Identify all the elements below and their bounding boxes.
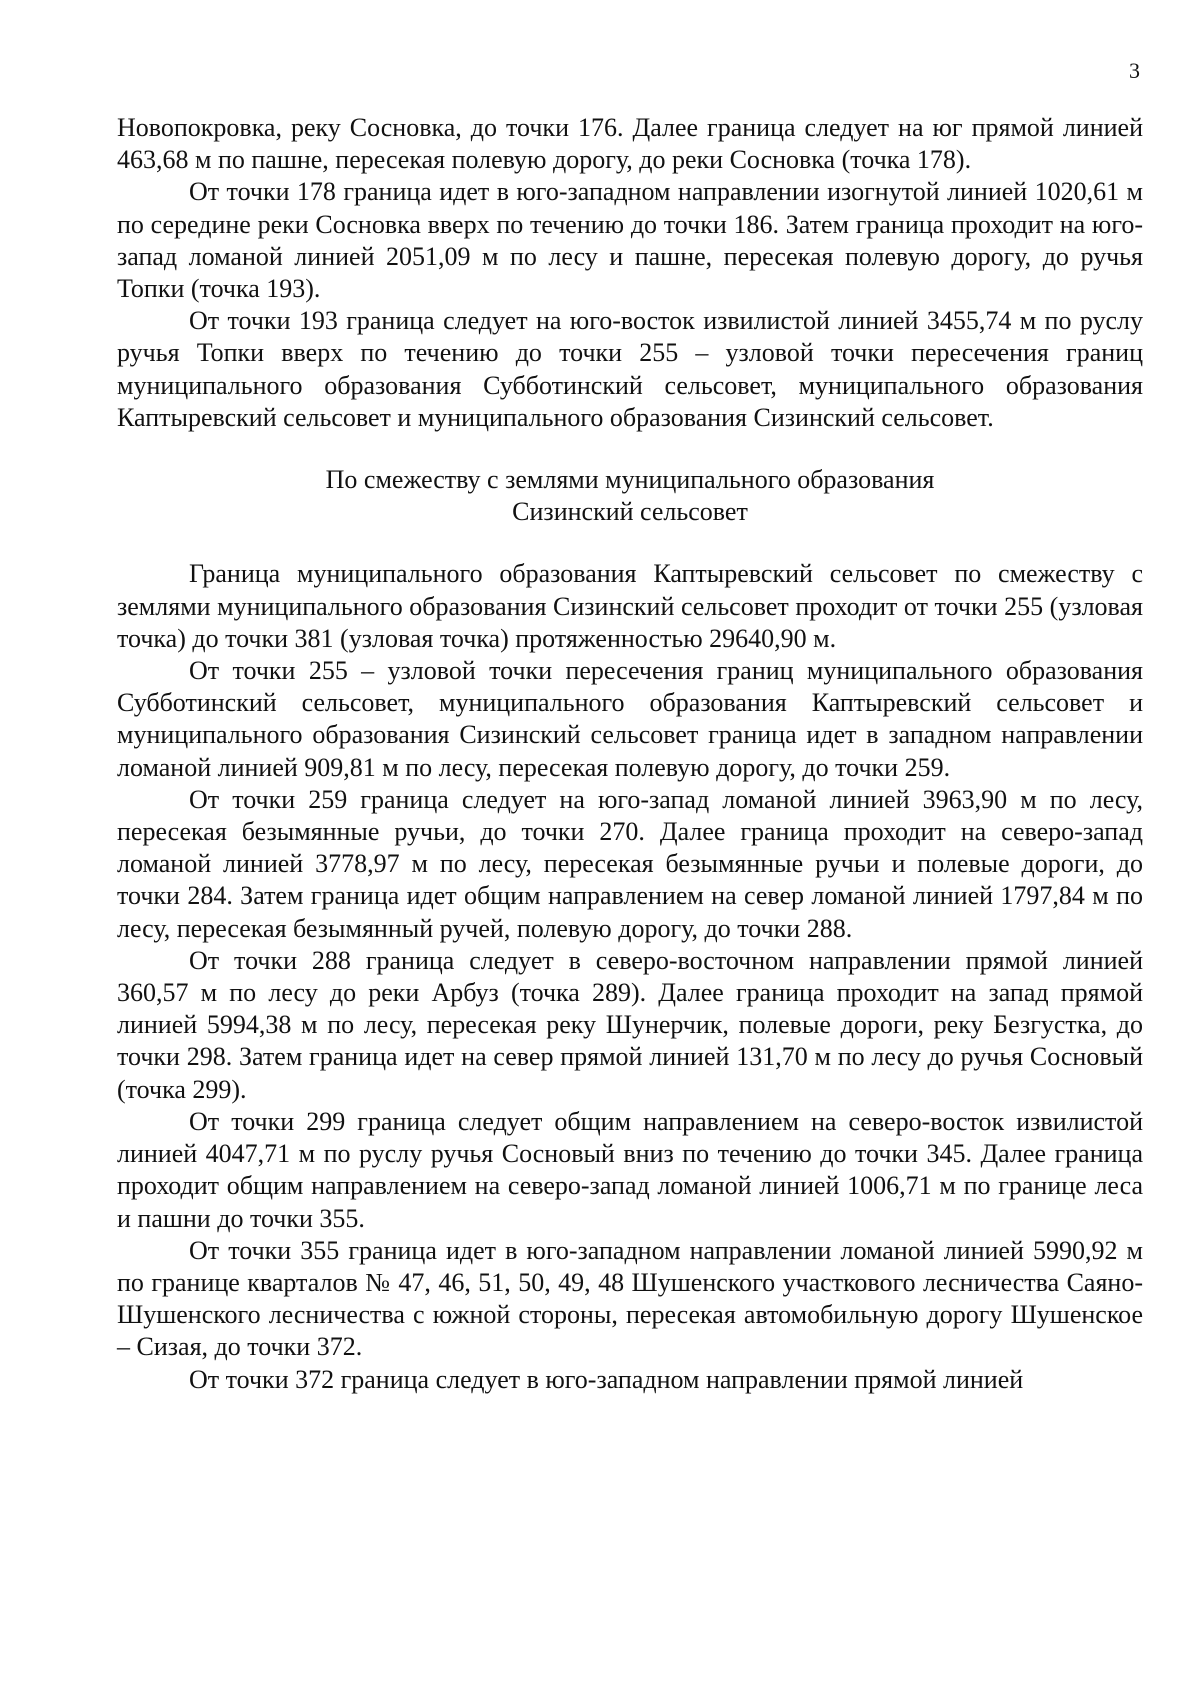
paragraph: От точки 288 граница следует в северо-восточном направлении прямой линией 360,57 м по лесу до реки Арбуз (точка 289). Далее граница проходит на запад прямой линией 5994,38 м по лесу, пересекая реку Шунерчик, полевые дороги, реку Безгустка, до точки 298. Затем граница идет на север прямой линией 131,70 м по лесу до ручья Сосновый (точка 299). [117,945,1143,1104]
paragraph: От точки 193 граница следует на юго-восток извилистой линией 3455,74 м по руслу ручья Топки вверх по течению до точки 255 – узловой точки пересечения границ муниципального образования Субботинский сельсовет, муниципального образования Каптыревский сельсовет и муниципального образования Сизинский сельсовет. [117,306,1143,432]
paragraph: От точки 355 граница идет в юго-западном направлении ломаной линией 5990,92 м по границе кварталов № 47, 46, 51, 50, 49, 48 Шушенского участкового лесничества Саяно-Шушенского лесничества с южной стороны, пересекая автомобильную дорогу Шушенское – Сизая, до точки 372. [117,1235,1143,1362]
paragraph: От точки 259 граница следует на юго-запад ломаной линией 3963,90 м по лесу, пересекая безымянные ручьи, до точки 270. Далее граница проходит на северо-запад ломаной линией 3778,97 м по лесу, пересекая безымянные ручьи и полевые дороги, до точки 284. Затем граница идет общим направлением на север ломаной линией 1797,84 м по лесу, пересекая безымянный ручей, полевую дорогу, до точки 288. [117,784,1143,943]
paragraph: Новопокровка, реку Сосновка, до точки 176. Далее граница следует на юг прямой линией 463,68 м по пашне, пересекая полевую дорогу, до реки Сосновка (точка 178). [117,113,1143,175]
paragraph: От точки 372 граница следует в юго-западном направлении прямой линией [189,1364,1024,1394]
paragraph: От точки 255 – узловой точки пересечения границ муниципального образования Субботинский сельсовет, муниципального образования Каптыревский сельсовет и муниципального образования Сизинский сельсовет граница идет в западном направлении ломаной линией 909,81 м по лесу, пересекая полевую дорогу, до точки 259. [117,656,1143,782]
paragraph: От точки 299 граница следует общим направлением на северо-восток извилистой линией 4047,71 м по руслу ручья Сосновый вниз по течению до точки 345. Далее граница проходит общим направлением на северо-запад ломаной линией 1006,71 м по границе леса и пашни до точки 355. [117,1106,1143,1233]
section-heading [117,464,1143,528]
paragraph: Граница муниципального образования Каптыревский сельсовет по смежеству с землями муниципального образования Сизинский сельсовет проходит от точки 255 (узловая точка) до точки 381 (узловая точка) протяженностью 29640,90 м. [117,559,1143,653]
paragraph: От точки 178 граница идет в юго-западном направлении изогнутой линией 1020,61 м по середине реки Сосновка вверх по течению до точки 186. Затем граница проходит на юго-запад ломаной линией 2051,09 м по лесу и пашне, пересекая полевую дорогу, до ручья Топки (точка 193). [117,177,1143,304]
page-number: 3 [1129,58,1140,83]
section-heading-line-1: По смежеству с землями муниципального образования [325,465,935,495]
section-heading-line-2: Сизинский сельсовет [512,497,748,527]
document-body [117,112,1143,1396]
